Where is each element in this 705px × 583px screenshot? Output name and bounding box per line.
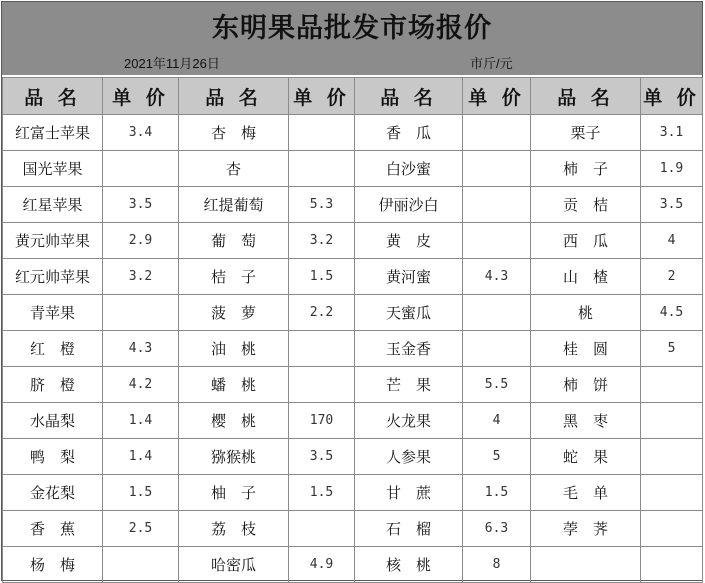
unit-price-cell: 4.5 (641, 295, 703, 331)
fruit-name-cell: 芒 果 (355, 367, 463, 403)
fruit-name-cell: 白沙蜜 (355, 151, 463, 187)
unit-price-cell: 3.4 (103, 115, 179, 151)
unit-price-cell: 4 (463, 403, 531, 439)
unit-price-cell (463, 295, 531, 331)
table-row (3, 151, 703, 187)
unit-price-cell: 4.9 (289, 547, 355, 583)
unit-price-cell: 5.3 (289, 187, 355, 223)
unit-price-cell: 4.3 (103, 331, 179, 367)
fruit-name-cell: 西 瓜 (531, 223, 641, 259)
fruit-name-cell: 哈密瓜 (179, 547, 289, 583)
unit-price-cell (289, 367, 355, 403)
column-header-price: 单 价 (289, 78, 355, 115)
table-row (3, 295, 703, 331)
report-date: 2021年11月26日 (124, 56, 220, 71)
unit-price-cell (103, 295, 179, 331)
table-row (3, 187, 703, 223)
unit-price-cell: 5.5 (463, 367, 531, 403)
fruit-name-cell: 水晶梨 (3, 403, 103, 439)
unit-price-cell: 3.1 (641, 115, 703, 151)
fruit-name-cell: 红 橙 (3, 331, 103, 367)
fruit-name-cell: 樱 桃 (179, 403, 289, 439)
fruit-name-cell: 桂 圆 (531, 331, 641, 367)
fruit-name-cell: 蛇 果 (531, 439, 641, 475)
unit-price-cell: 4.2 (103, 367, 179, 403)
fruit-name-cell: 鸭 梨 (3, 439, 103, 475)
fruit-name-cell: 青苹果 (3, 295, 103, 331)
fruit-name-cell: 伊丽沙白 (355, 187, 463, 223)
fruit-name-cell: 红元帅苹果 (3, 259, 103, 295)
fruit-name-cell: 毛 单 (531, 475, 641, 511)
unit-price-cell (641, 475, 703, 511)
fruit-name-cell: 蟠 桃 (179, 367, 289, 403)
unit-price-cell: 2.2 (289, 295, 355, 331)
column-header-price: 单 价 (103, 78, 179, 115)
column-header-name: 品 名 (179, 78, 289, 115)
table-row (3, 259, 703, 295)
unit-price-cell: 3.5 (289, 439, 355, 475)
unit-price-cell: 4 (641, 223, 703, 259)
fruit-name-cell: 柿 饼 (531, 367, 641, 403)
unit-price-cell (103, 151, 179, 187)
fruit-name-cell: 天蜜瓜 (355, 295, 463, 331)
unit-price-cell: 170 (289, 403, 355, 439)
fruit-name-cell: 杨 梅 (3, 547, 103, 583)
fruit-name-cell: 杏 梅 (179, 115, 289, 151)
unit-price-cell: 1.5 (289, 475, 355, 511)
unit-price-cell (463, 151, 531, 187)
fruit-name-cell: 杏 (179, 151, 289, 187)
unit-price-cell (463, 223, 531, 259)
table-row (3, 403, 703, 439)
price-unit: 市斤/元 (470, 56, 513, 71)
unit-price-cell: 2.9 (103, 223, 179, 259)
fruit-name-cell: 香 瓜 (355, 115, 463, 151)
unit-price-cell: 2 (641, 259, 703, 295)
unit-price-cell: 1.4 (103, 403, 179, 439)
unit-price-cell: 1.5 (103, 475, 179, 511)
fruit-name-cell: 柿 子 (531, 151, 641, 187)
unit-price-cell: 8 (463, 547, 531, 583)
unit-price-cell: 3.2 (103, 259, 179, 295)
fruit-name-cell: 葡 萄 (179, 223, 289, 259)
unit-price-cell (289, 331, 355, 367)
fruit-name-cell: 红富士苹果 (3, 115, 103, 151)
unit-price-cell: 1.5 (463, 475, 531, 511)
fruit-name-cell: 甘 蔗 (355, 475, 463, 511)
fruit-name-cell: 黄 皮 (355, 223, 463, 259)
sheet-title: 东明果品批发市场报价 (212, 13, 492, 44)
fruit-name-cell: 红星苹果 (3, 187, 103, 223)
price-table (2, 77, 703, 583)
fruit-name-cell: 猕猴桃 (179, 439, 289, 475)
fruit-name-cell: 荸 荠 (531, 511, 641, 547)
fruit-name-cell: 菠 萝 (179, 295, 289, 331)
unit-price-cell: 5 (641, 331, 703, 367)
unit-price-cell (289, 115, 355, 151)
unit-price-cell (641, 547, 703, 583)
title-banner (2, 2, 702, 75)
unit-price-cell (463, 331, 531, 367)
table-row (3, 331, 703, 367)
unit-price-cell: 6.3 (463, 511, 531, 547)
fruit-name-cell: 油 桃 (179, 331, 289, 367)
unit-price-cell: 1.5 (289, 259, 355, 295)
unit-price-cell (103, 547, 179, 583)
fruit-name-cell: 桔 子 (179, 259, 289, 295)
table-row (3, 439, 703, 475)
fruit-name-cell: 柚 子 (179, 475, 289, 511)
unit-price-cell (641, 403, 703, 439)
unit-price-cell (289, 511, 355, 547)
column-header-price: 单 价 (641, 78, 703, 115)
table-row (3, 511, 703, 547)
table-row (3, 223, 703, 259)
price-sheet (1, 1, 703, 581)
unit-price-cell: 2.5 (103, 511, 179, 547)
fruit-name-cell: 山 楂 (531, 259, 641, 295)
column-header-price: 单 价 (463, 78, 531, 115)
fruit-name-cell: 黑 枣 (531, 403, 641, 439)
fruit-name-cell: 桃 (531, 295, 641, 331)
unit-price-cell: 3.2 (289, 223, 355, 259)
fruit-name-cell: 核 桃 (355, 547, 463, 583)
column-header-name: 品 名 (355, 78, 463, 115)
fruit-name-cell (531, 547, 641, 583)
fruit-name-cell: 金花梨 (3, 475, 103, 511)
fruit-name-cell: 黄河蜜 (355, 259, 463, 295)
fruit-name-cell: 国光苹果 (3, 151, 103, 187)
table-row (3, 367, 703, 403)
fruit-name-cell: 脐 橙 (3, 367, 103, 403)
column-header-name: 品 名 (3, 78, 103, 115)
table-body (3, 115, 703, 583)
fruit-name-cell: 人参果 (355, 439, 463, 475)
table-row (3, 547, 703, 583)
fruit-name-cell: 栗子 (531, 115, 641, 151)
fruit-name-cell: 红提葡萄 (179, 187, 289, 223)
unit-price-cell: 5 (463, 439, 531, 475)
unit-price-cell: 1.4 (103, 439, 179, 475)
unit-price-cell (463, 115, 531, 151)
column-header-name: 品 名 (531, 78, 641, 115)
unit-price-cell (289, 151, 355, 187)
unit-price-cell: 3.5 (641, 187, 703, 223)
unit-price-cell (641, 511, 703, 547)
fruit-name-cell: 黄元帅苹果 (3, 223, 103, 259)
unit-price-cell: 3.5 (103, 187, 179, 223)
table-row (3, 115, 703, 151)
table-row (3, 475, 703, 511)
unit-price-cell (641, 439, 703, 475)
fruit-name-cell: 石 榴 (355, 511, 463, 547)
fruit-name-cell: 玉金香 (355, 331, 463, 367)
unit-price-cell (641, 367, 703, 403)
fruit-name-cell: 火龙果 (355, 403, 463, 439)
fruit-name-cell: 荔 枝 (179, 511, 289, 547)
fruit-name-cell: 贡 桔 (531, 187, 641, 223)
unit-price-cell (463, 187, 531, 223)
unit-price-cell: 4.3 (463, 259, 531, 295)
header-row (3, 78, 703, 115)
unit-price-cell: 1.9 (641, 151, 703, 187)
fruit-name-cell: 香 蕉 (3, 511, 103, 547)
